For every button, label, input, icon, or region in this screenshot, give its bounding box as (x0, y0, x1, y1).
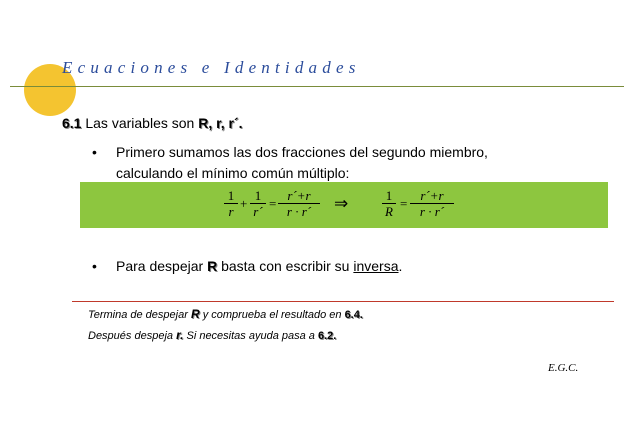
section-line (62, 115, 243, 131)
fraction: $\frac{1}{R}$ (382, 188, 396, 219)
bullet-text-line: Primero sumamos las dos fracciones del segundo miembro, (116, 144, 488, 160)
equals-sign: = (269, 196, 277, 211)
fraction: $\frac{1}{r´}$ (250, 188, 266, 219)
variable-R: R (190, 307, 200, 321)
separator-line (72, 301, 614, 302)
formula-band (80, 182, 608, 228)
variable-R: R (207, 258, 218, 274)
bullet-symbol: • (92, 144, 97, 160)
fraction: $\frac{r´+r}{r \cdot r´}$ (278, 188, 320, 219)
ref-link[interactable]: 6.4. (344, 309, 363, 321)
formula-left (224, 182, 464, 228)
bullet-symbol: • (92, 258, 97, 274)
bullet-text-line: Para despejar R basta con escribir su inversa. (116, 258, 403, 274)
section-number: 6.1 (62, 115, 82, 131)
fraction: $\frac{1}{r}$ (224, 188, 238, 219)
plus-sign: + (240, 196, 248, 211)
note-line: Después despeja r. Si necesitas ayuda pasa a 6.2. (88, 328, 337, 342)
inversa-link[interactable]: inversa (353, 258, 399, 274)
ref-link[interactable]: 6.2. (317, 330, 337, 342)
section-intro: Las variables son (85, 115, 195, 131)
variable-r: r. (176, 328, 184, 342)
fraction: $\frac{r´+r}{r \cdot r´}$ (410, 188, 454, 219)
page-title: Ecuaciones e Identidades (62, 58, 361, 77)
section-variables: R, r, r´. (198, 115, 243, 131)
author-initials: E.G.C. (548, 362, 579, 374)
title-underline (10, 86, 624, 87)
note-line: Termina de despejar R y comprueba el resultado en 6.4. (88, 307, 363, 321)
implies-arrow: ⇒ (334, 194, 349, 213)
bullet-text-line: calculando el mínimo común múltiplo: (116, 165, 350, 181)
equals-sign: = (400, 196, 408, 211)
